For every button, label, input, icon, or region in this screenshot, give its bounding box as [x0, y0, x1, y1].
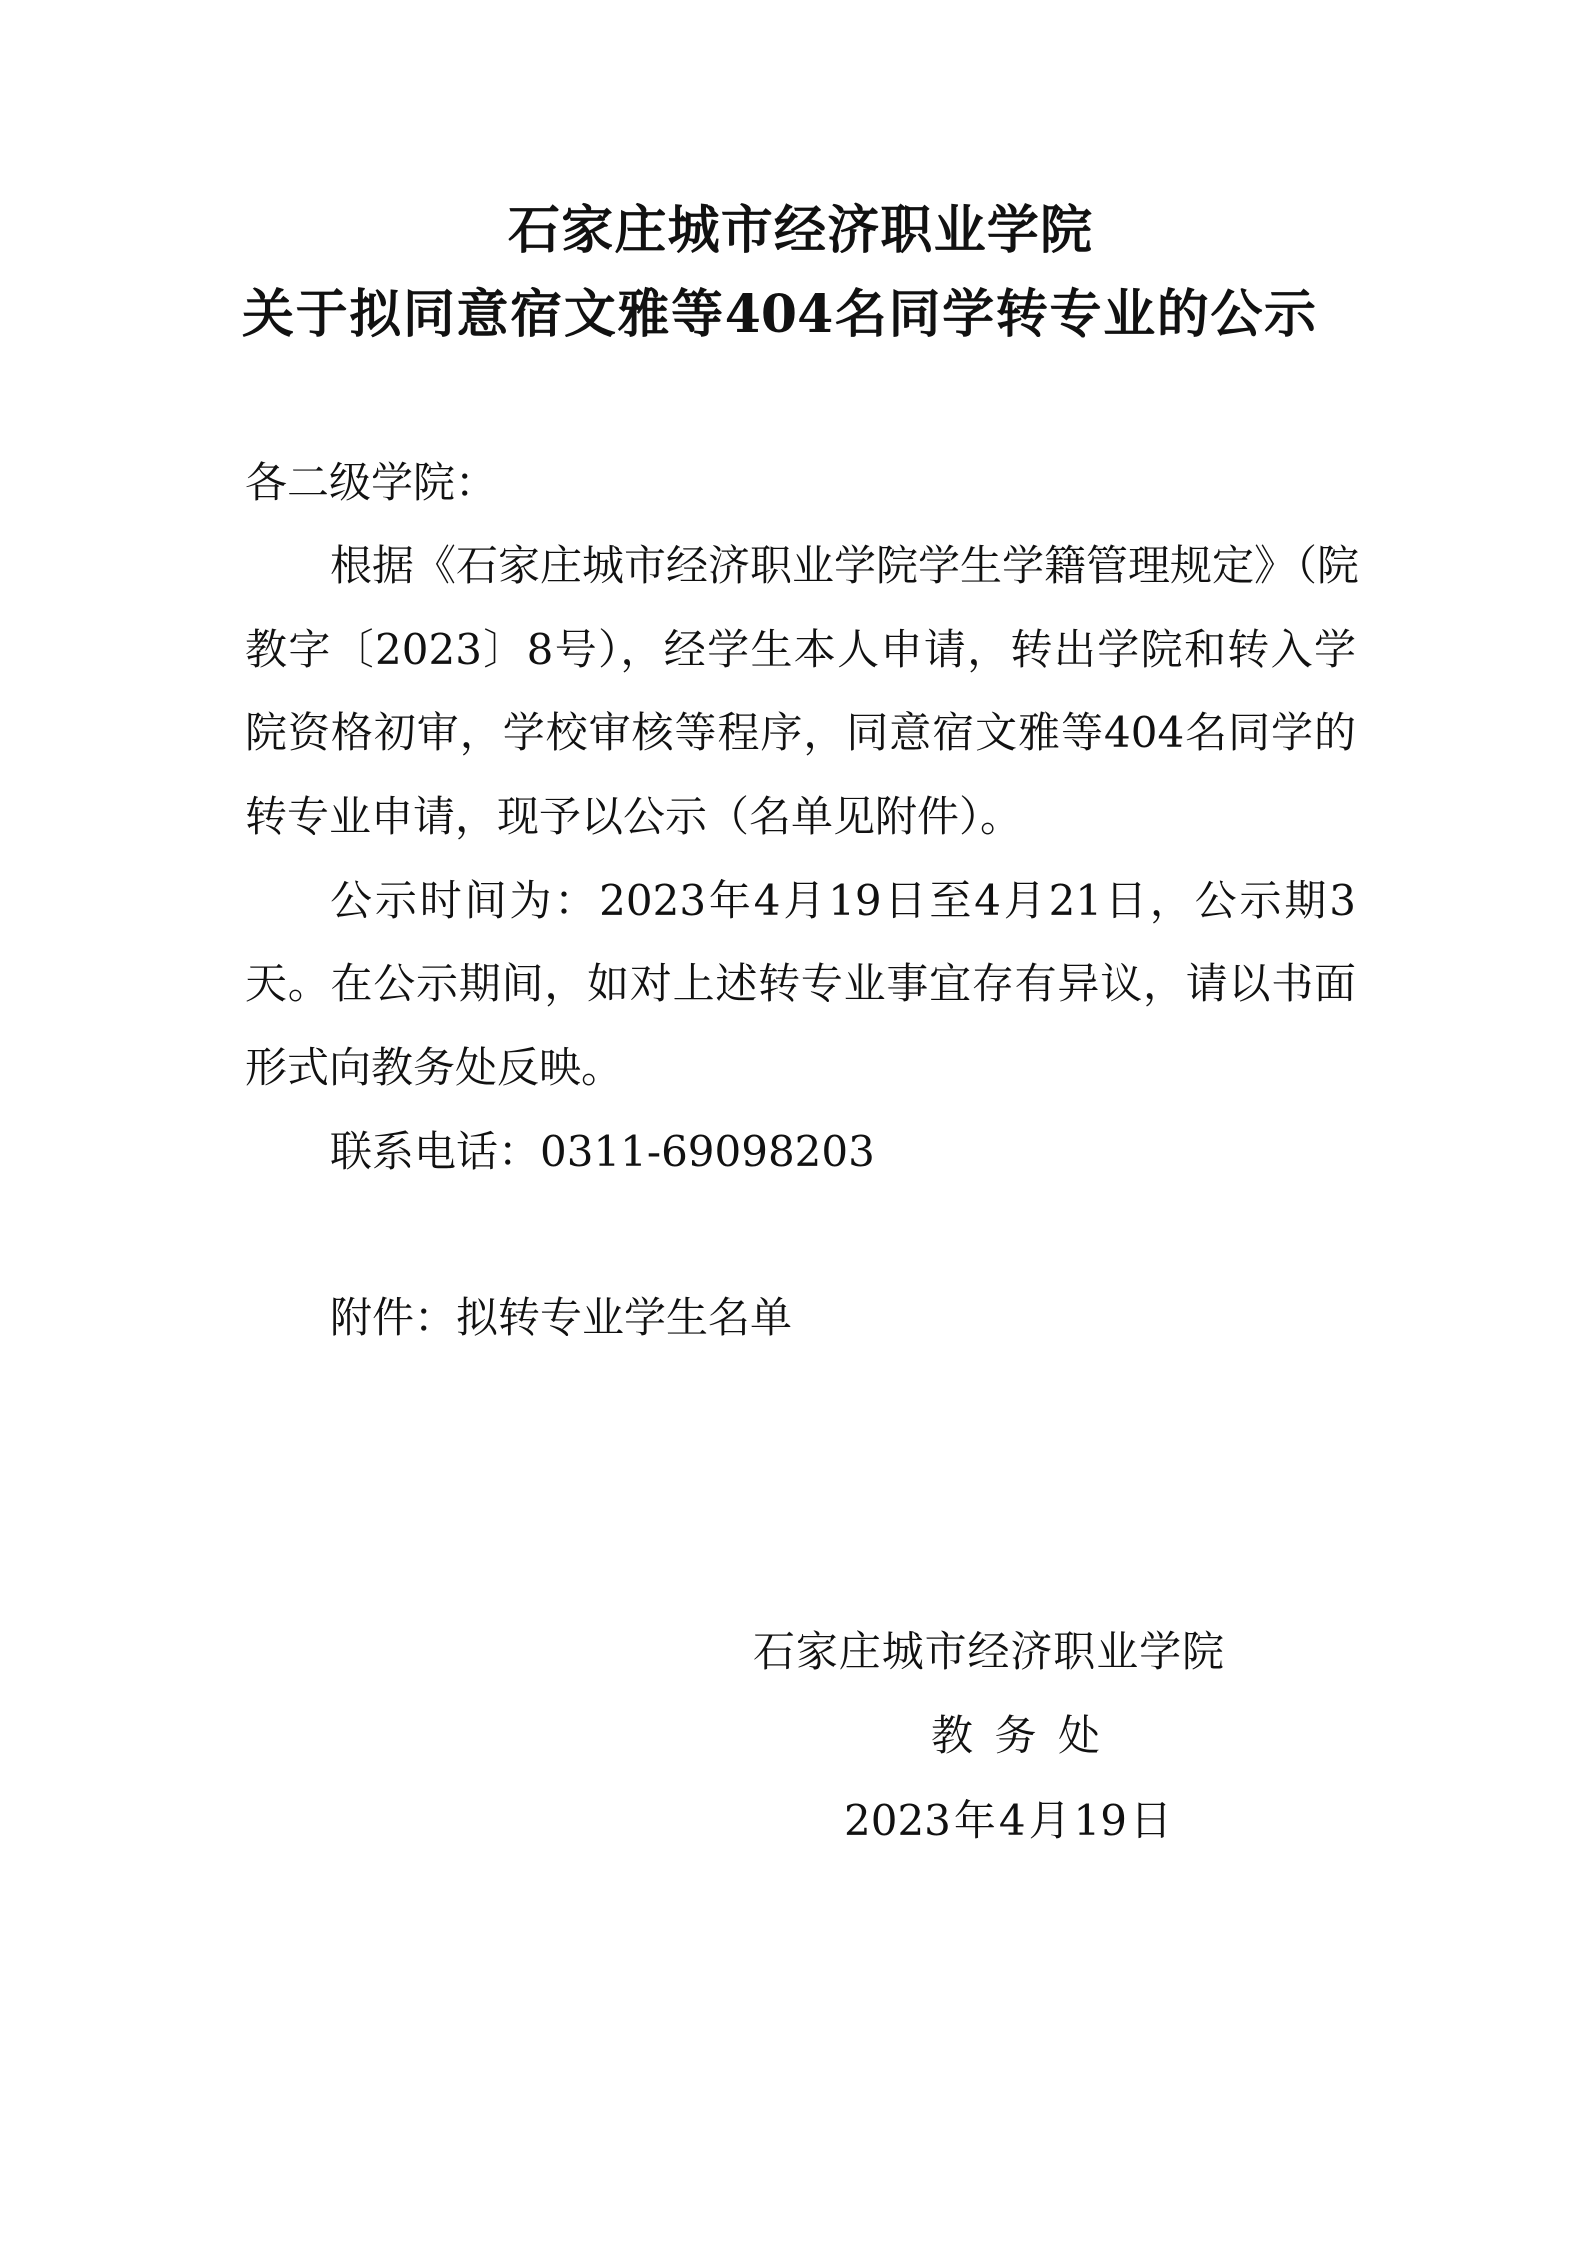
salutation: 各二级学院： — [245, 458, 498, 507]
signature-organization: 石家庄城市经济职业学院 — [753, 1627, 1224, 1676]
attachment-note: 附件：拟转专业学生名单 — [330, 1293, 793, 1342]
paragraph1-line: 根据《石家庄城市经济职业学院学生学籍管理规定》（院 — [330, 541, 1360, 590]
signature-department: 教 务 处 — [931, 1711, 1100, 1760]
paragraph2-line: 公示时间为：2023年4月19日至4月21日，公示期3 — [330, 876, 1356, 925]
paragraph2-line: 形式向教务处反映。 — [245, 1043, 624, 1092]
document-title-line2: 关于拟同意宿文雅等404名同学转专业的公示 — [242, 284, 1316, 345]
paragraph1-line: 教字〔2023〕8号），经学生本人申请，转出学院和转入学 — [245, 625, 1356, 674]
signature-date: 2023年4月19日 — [844, 1796, 1172, 1845]
paragraph2-line: 天。在公示期间，如对上述转专业事宜存有异议，请以书面 — [245, 959, 1356, 1008]
contact-phone: 联系电话：0311-69098203 — [330, 1127, 875, 1176]
paragraph1-line: 院资格初审，学校审核等程序，同意宿文雅等404名同学的 — [245, 708, 1356, 757]
paragraph1-line: 转专业申请，现予以公示（名单见附件）。 — [245, 792, 1023, 841]
document-title-line1: 石家庄城市经济职业学院 — [508, 200, 1092, 261]
